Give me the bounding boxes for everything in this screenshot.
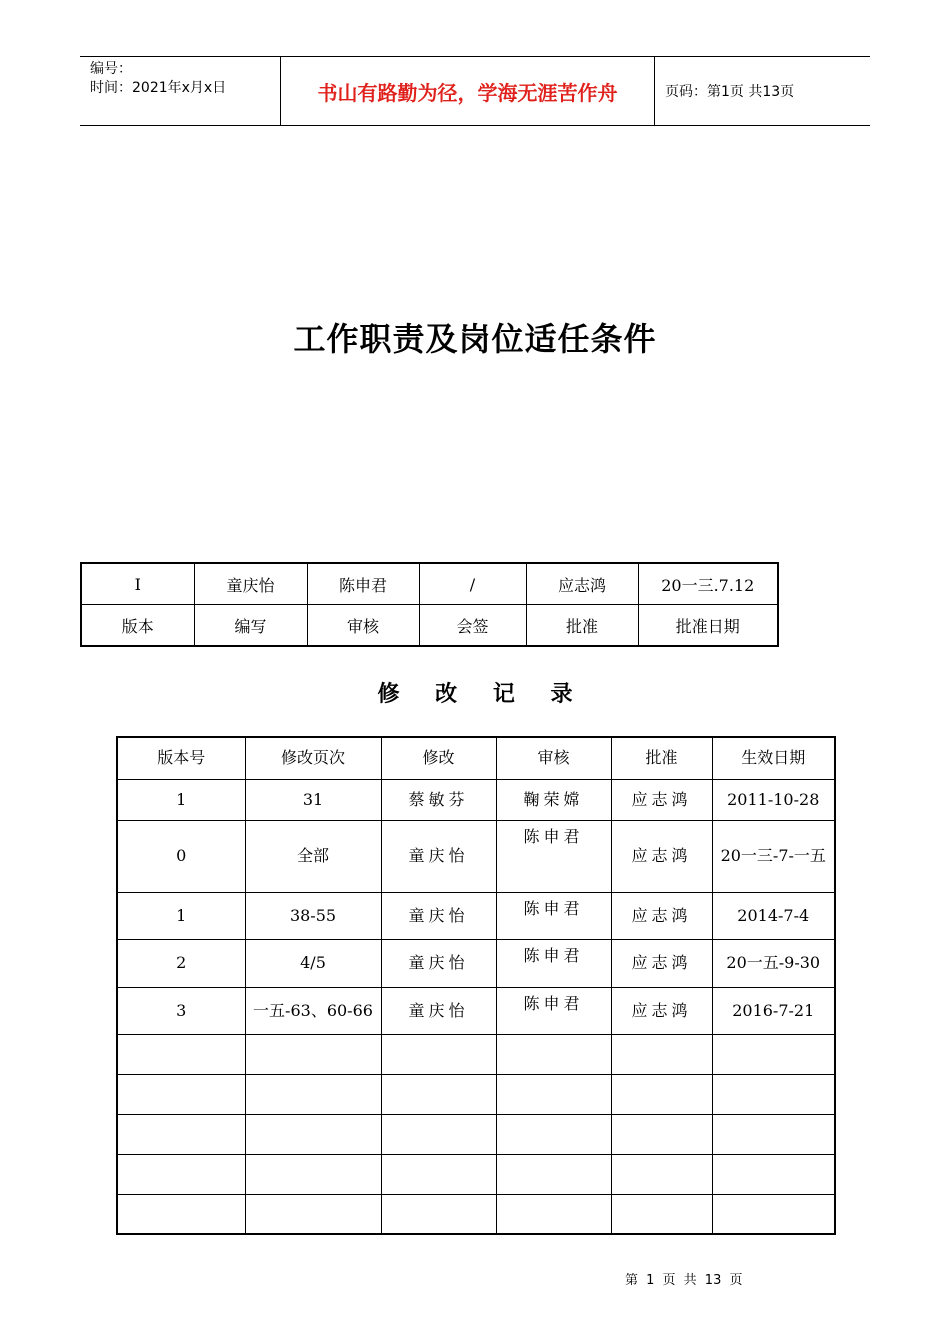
cell-modifier: 童庆怡: [381, 820, 496, 892]
cell-reviewer: 陈申君: [496, 939, 611, 987]
page-info: 页码：第1页 共13页: [665, 84, 795, 100]
cell-approver: 应志鸿: [611, 820, 712, 892]
column-header: 版本号: [117, 737, 245, 779]
approval-value: 童庆怡: [194, 563, 307, 605]
cell-effective-date: 2014-7-4: [712, 892, 835, 939]
document-title: 工作职责及岗位适任条件: [293, 320, 657, 358]
approval-value: /: [419, 563, 526, 605]
cell-version: 0: [117, 820, 245, 892]
approval-label: 审核: [307, 605, 419, 647]
cell-effective-date: 2011-10-28: [712, 779, 835, 820]
approval-value: 陈申君: [307, 563, 419, 605]
approval-label: 版本: [81, 605, 194, 647]
cell-modifier: 蔡敏芬: [381, 779, 496, 820]
cell-version: 2: [117, 939, 245, 987]
table-row: [117, 892, 835, 939]
cell-pages: 31: [245, 779, 381, 820]
approval-label: 会签: [419, 605, 526, 647]
column-header: 生效日期: [712, 737, 835, 779]
cell-version: 1: [117, 779, 245, 820]
column-header: 批准: [611, 737, 712, 779]
doc-meta: [80, 57, 281, 125]
approval-label: 批准: [526, 605, 638, 647]
cell-pages: 38-55: [245, 892, 381, 939]
column-header: 审核: [496, 737, 611, 779]
empty-row: [117, 1074, 835, 1114]
table-row: [117, 779, 835, 820]
cell-effective-date: 20一五-9-30: [712, 939, 835, 987]
approval-label: 批准日期: [638, 605, 778, 647]
cell-version: 3: [117, 987, 245, 1034]
motto: 书山有路勤为径，学海无涯苦作舟: [281, 57, 655, 125]
revision-header-row: [117, 737, 835, 779]
cell-modifier: 童庆怡: [381, 892, 496, 939]
table-row: [117, 820, 835, 892]
cell-effective-date: 2016-7-21: [712, 987, 835, 1034]
revision-table: [116, 736, 836, 1235]
approval-table: [80, 562, 779, 647]
empty-row: [117, 1154, 835, 1194]
page-footer: 第 1 页 共 13 页: [625, 1273, 743, 1288]
empty-row: [117, 1194, 835, 1234]
cell-effective-date: 20一三-7-一五: [712, 820, 835, 892]
column-header: 修改页次: [245, 737, 381, 779]
cell-approver: 应志鸿: [611, 939, 712, 987]
revision-title: 修 改 记 录: [377, 682, 587, 707]
approval-value: I: [81, 563, 194, 605]
table-row: [117, 939, 835, 987]
cell-approver: 应志鸿: [611, 987, 712, 1034]
approval-value: 应志鸿: [526, 563, 638, 605]
empty-row: [117, 1114, 835, 1154]
cell-pages: 4/5: [245, 939, 381, 987]
cell-modifier: 童庆怡: [381, 939, 496, 987]
cell-reviewer: 鞠荣嫦: [496, 779, 611, 820]
cell-approver: 应志鸿: [611, 892, 712, 939]
cell-reviewer: 陈申君: [496, 820, 611, 892]
approval-value: 20一三.7.12: [638, 563, 778, 605]
approval-labels-row: [81, 605, 778, 647]
cell-modifier: 童庆怡: [381, 987, 496, 1034]
cell-approver: 应志鸿: [611, 779, 712, 820]
page-header: [80, 56, 870, 126]
empty-row: [117, 1034, 835, 1074]
cell-pages: 一五-63、60-66: [245, 987, 381, 1034]
approval-label: 编写: [194, 605, 307, 647]
column-header: 修改: [381, 737, 496, 779]
cell-reviewer: 陈申君: [496, 987, 611, 1034]
cell-version: 1: [117, 892, 245, 939]
table-row: [117, 987, 835, 1034]
cell-reviewer: 陈申君: [496, 892, 611, 939]
approval-values-row: [81, 563, 778, 605]
cell-pages: 全部: [245, 820, 381, 892]
number-label: 编号：: [90, 61, 132, 77]
time-label: 时间：2021年x月x日: [90, 80, 227, 96]
